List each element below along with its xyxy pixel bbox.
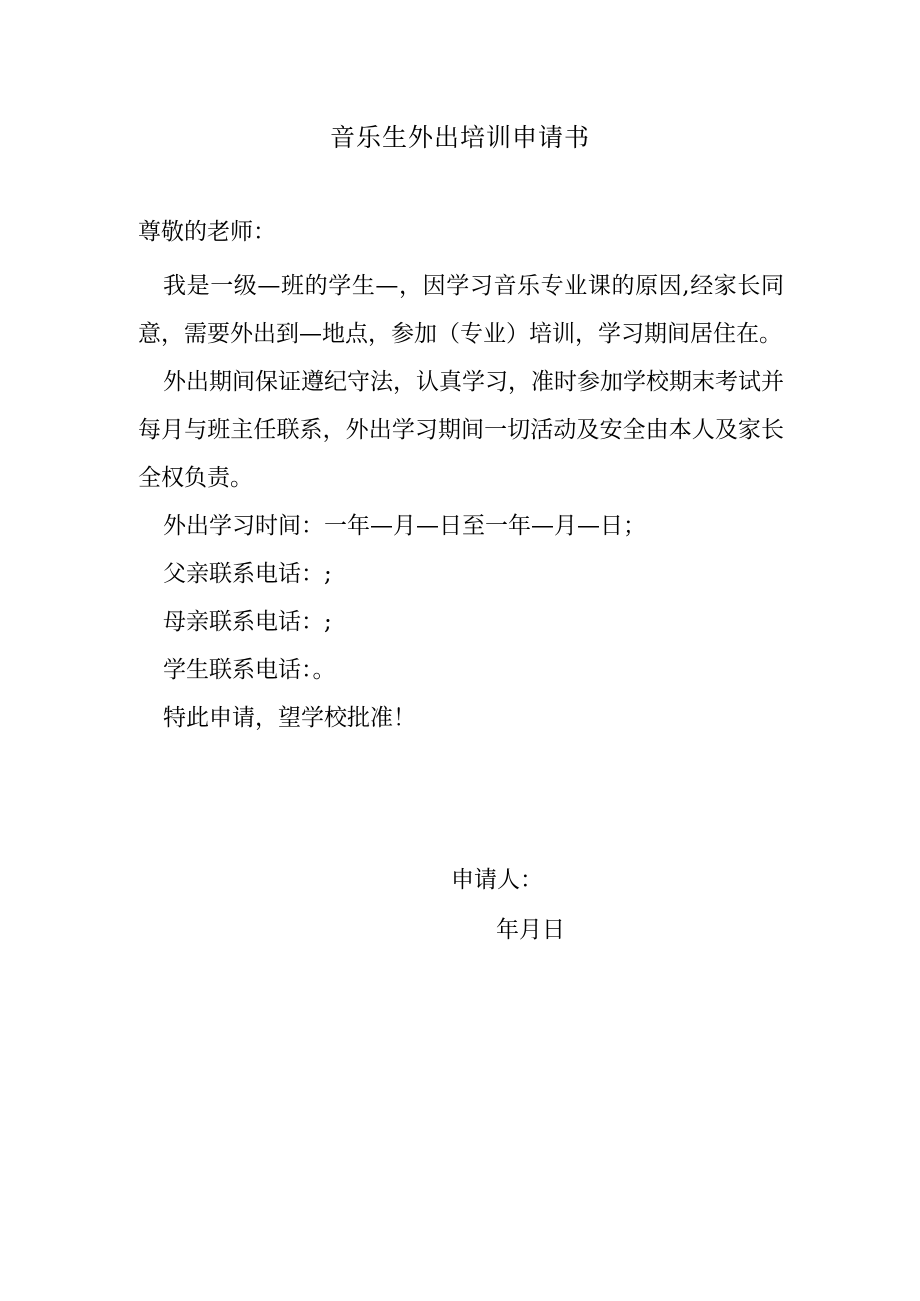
paragraph-pledge: 外出期间保证遵纪守法，认真学习，准时参加学校期末考试并每月与班主任联系，外出学习期间一切活动及安全由本人及家长全权负责。	[138, 369, 784, 491]
document-title: 音乐生外出培训申请书	[329, 123, 590, 152]
salutation: 尊敬的老师：	[138, 219, 276, 245]
closing-request: 特此申请，望学校批准！	[163, 705, 416, 731]
mother-phone-line: 母亲联系电话：;	[163, 609, 332, 635]
study-period-line: 外出学习时间：一年—月—日至一年—月—日；	[163, 513, 646, 539]
father-phone-line: 父亲联系电话：;	[163, 561, 332, 587]
applicant-label: 申请人：	[451, 867, 543, 893]
date-label: 年月日	[496, 917, 565, 943]
student-phone-line: 学生联系电话：。	[163, 657, 336, 683]
paragraph-intro: 我是一级—班的学生—，因学习音乐专业课的原因,经家长同意，需要外出到—地点，参加（专业）培训，学习期间居住在。	[138, 273, 784, 347]
document-body	[138, 262, 784, 742]
